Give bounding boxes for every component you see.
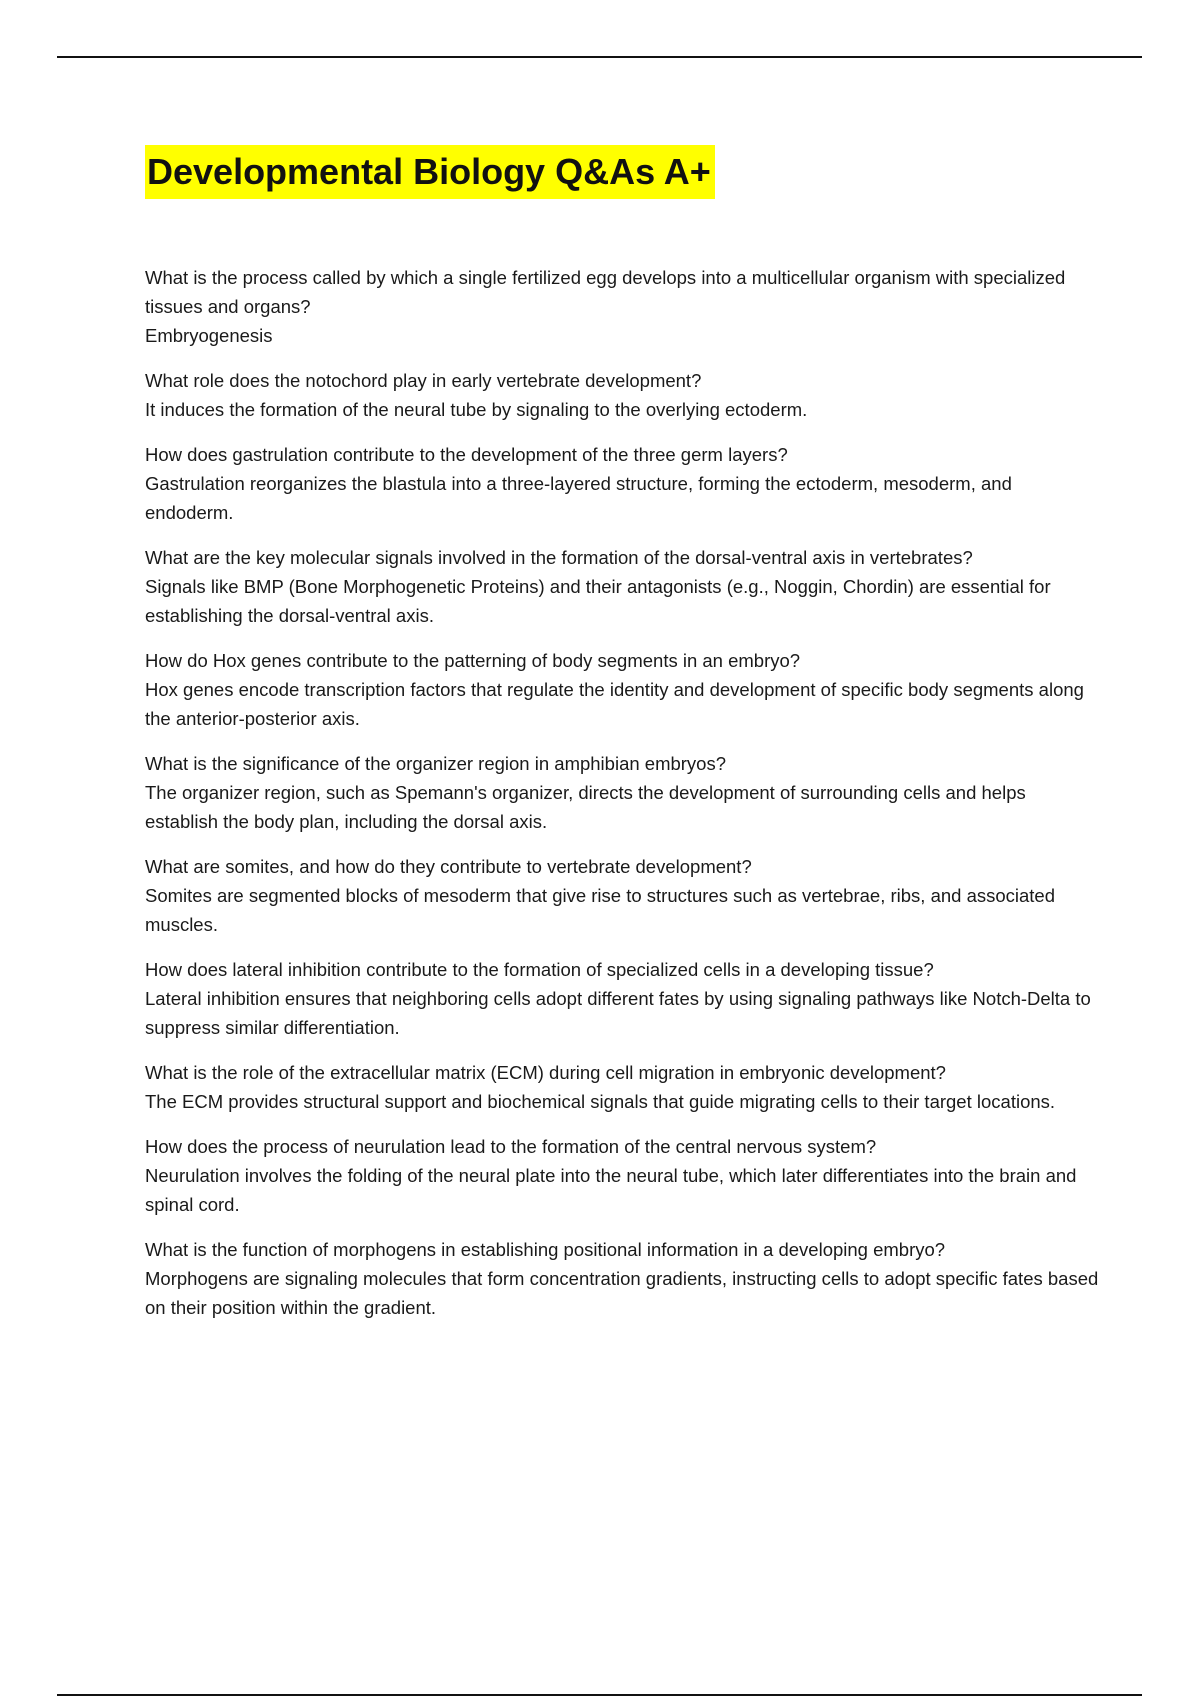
answer-text: Neurulation involves the folding of the neural plate into the neural tube, which later differentiates into the brain and spinal cord. [145,1165,1077,1215]
qa-item [145,1132,1100,1219]
question-text: What is the role of the extracellular matrix (ECM) during cell migration in embryonic development? [145,1062,946,1083]
question-text: How does lateral inhibition contribute to the formation of specialized cells in a developing tissue? [145,959,934,980]
answer-text: Embryogenesis [145,325,273,346]
question-text: What are the key molecular signals involved in the formation of the dorsal-ventral axis in vertebrates? [145,547,973,568]
question-text: What role does the notochord play in early vertebrate development? [145,370,702,391]
answer-text: Lateral inhibition ensures that neighboring cells adopt different fates by using signaling pathways like Notch-Delta to suppress similar differentiation. [145,988,1091,1038]
qa-item [145,749,1100,836]
page-title: Developmental Biology Q&As A+ [145,145,715,199]
question-text: How does the process of neurulation lead to the formation of the central nervous system? [145,1136,877,1157]
qa-item [145,852,1100,939]
question-text: What is the significance of the organizer region in amphibian embryos? [145,753,727,774]
answer-text: Somites are segmented blocks of mesoderm that give rise to structures such as vertebrae, ribs, and associated muscles. [145,885,1056,935]
qa-item [145,1235,1100,1322]
question-text: How do Hox genes contribute to the patterning of body segments in an embryo? [145,650,801,671]
answer-text: Signals like BMP (Bone Morphogenetic Proteins) and their antagonists (e.g., Noggin, Chordin) are essential for establishing the dorsal-ventral axis. [145,576,1051,626]
answer-text: The organizer region, such as Spemann's organizer, directs the development of surrounding cells and helps establish the body plan, including the dorsal axis. [145,782,1026,832]
answer-text: Gastrulation reorganizes the blastula into a three-layered structure, forming the ectoderm, mesoderm, and endoderm. [145,473,1012,523]
qa-item [145,440,1100,527]
qa-item [145,646,1100,733]
qa-list [145,263,1100,1338]
header-rule [57,56,1142,58]
question-text: How does gastrulation contribute to the development of the three germ layers? [145,444,788,465]
qa-item [145,263,1100,350]
question-text: What are somites, and how do they contribute to vertebrate development? [145,856,752,877]
question-text: What is the process called by which a single fertilized egg develops into a multicellular organism with specialized tissues and organs? [145,267,1066,317]
footer-rule [57,1694,1142,1696]
qa-item [145,1058,1100,1116]
answer-text: The ECM provides structural support and biochemical signals that guide migrating cells to their target locations. [145,1091,1056,1112]
answer-text: It induces the formation of the neural tube by signaling to the overlying ectoderm. [145,399,808,420]
answer-text: Morphogens are signaling molecules that form concentration gradients, instructing cells to adopt specific fates based on their position within the gradient. [145,1268,1099,1318]
question-text: What is the function of morphogens in establishing positional information in a developing embryo? [145,1239,946,1260]
title-block [145,145,715,199]
qa-item [145,955,1100,1042]
qa-item [145,366,1100,424]
answer-text: Hox genes encode transcription factors that regulate the identity and development of specific body segments along the anterior-posterior axis. [145,679,1084,729]
qa-item [145,543,1100,630]
